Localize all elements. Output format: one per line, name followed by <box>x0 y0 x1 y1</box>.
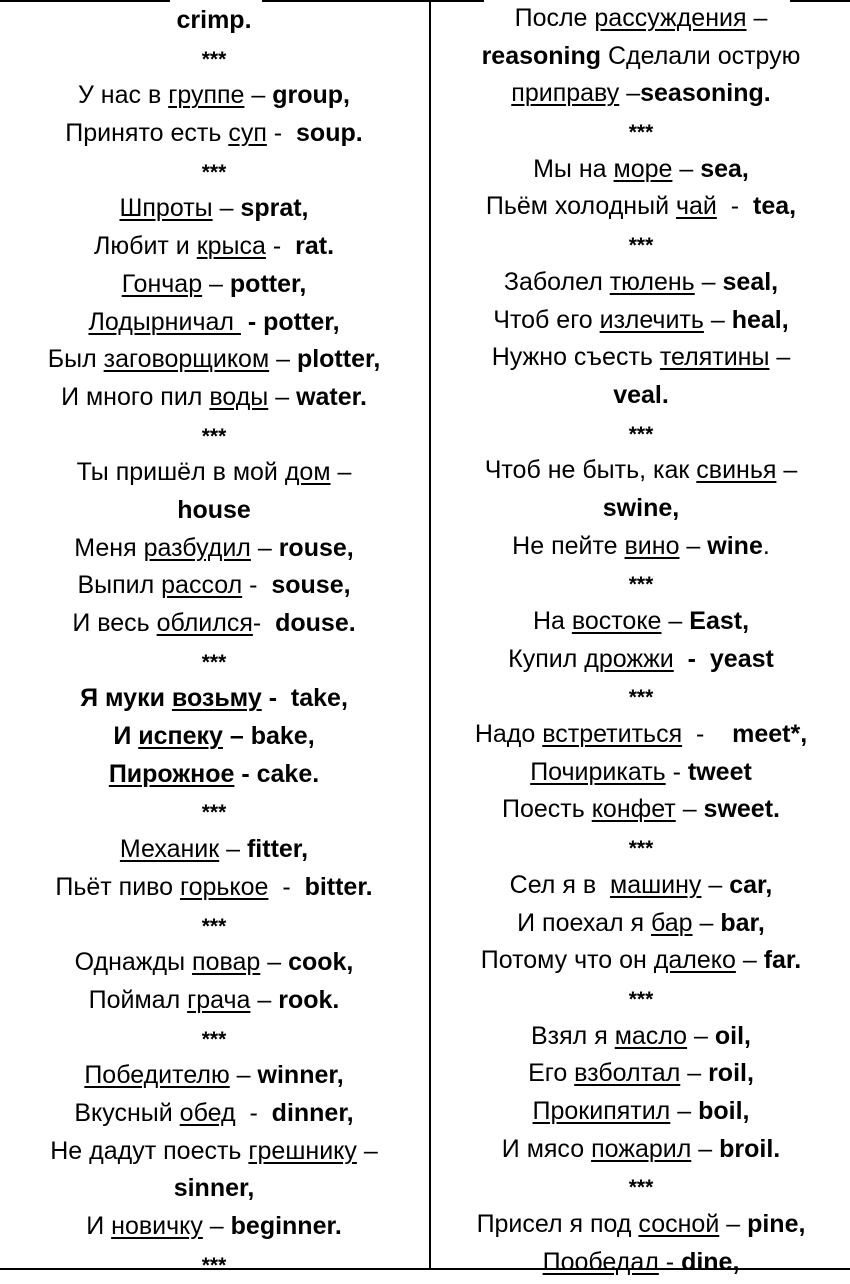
verse-text: – <box>694 267 723 296</box>
underlined-russian-word: Почирикать <box>530 757 666 786</box>
stanza-separator <box>0 907 428 945</box>
verse-line <box>432 1093 850 1131</box>
verse-line <box>0 379 428 417</box>
underlined-russian-word: чай <box>676 192 717 221</box>
verse-line <box>432 942 850 980</box>
separator-asterisks: *** <box>628 987 654 1011</box>
underlined-russian-word: рассол <box>161 571 243 600</box>
verse-text: И весь <box>72 609 157 637</box>
verse-text: – <box>219 835 247 864</box>
verse-text: И много пил <box>61 382 210 411</box>
stanza-separator <box>0 417 428 455</box>
underlined-russian-word: грешнику <box>248 1136 357 1165</box>
underlined-russian-word: Прокипятил <box>532 1096 671 1125</box>
english-word: crimp. <box>176 6 252 34</box>
english-word: cook, <box>288 948 354 977</box>
verse-line <box>0 756 428 794</box>
english-word: bar, <box>720 908 765 937</box>
verse-text: - <box>242 571 272 600</box>
english-word: meet*, <box>732 720 808 749</box>
verse-line <box>0 492 428 530</box>
underlined-russian-word: телятины <box>659 343 770 372</box>
verse-line <box>432 1244 850 1282</box>
verse-text: Взял я <box>531 1021 615 1050</box>
separator-asterisks: *** <box>201 47 227 71</box>
english-word: - take, <box>261 684 348 713</box>
left-column <box>0 2 428 1283</box>
verse-text: - <box>716 192 754 221</box>
verse-text: Не дадут поесть <box>50 1136 249 1165</box>
verse-text: Купил <box>508 644 585 673</box>
underlined-russian-word: дрожжи <box>584 644 674 673</box>
underlined-russian-word: встретиться <box>542 720 683 749</box>
english-word: dine, <box>681 1247 740 1276</box>
english-word: winner, <box>257 1061 344 1090</box>
verse-line <box>432 75 850 113</box>
verse-line <box>432 302 850 340</box>
stanza-separator <box>432 226 850 264</box>
separator-asterisks: *** <box>201 650 227 674</box>
verse-line <box>432 603 850 641</box>
english-word: roil, <box>708 1059 754 1088</box>
verse-line <box>0 1170 428 1208</box>
english-word: wine <box>707 531 763 560</box>
stanza-separator <box>432 829 850 867</box>
verse-text: – <box>229 1061 258 1090</box>
stanza-separator <box>432 565 850 603</box>
verse-text: Пьём холодный <box>485 192 676 221</box>
verse-line <box>432 1206 850 1244</box>
verse-text: Нужно съесть <box>491 343 660 372</box>
separator-asterisks: *** <box>201 1027 227 1051</box>
underlined-russian-word: облился <box>156 609 253 637</box>
english-word: veal. <box>613 380 669 409</box>
verse-line <box>432 377 850 415</box>
english-word: tea, <box>753 192 797 221</box>
verse-line <box>0 869 428 907</box>
verse-text: – <box>691 1134 720 1163</box>
verse-line <box>432 791 850 829</box>
verse-line <box>0 228 428 266</box>
english-word: oil, <box>714 1021 751 1050</box>
verse-text: Его <box>528 1059 575 1088</box>
verse-text: Вкусный <box>74 1098 180 1127</box>
english-word: soup. <box>296 119 363 148</box>
underlined-russian-word: крыса <box>196 232 266 261</box>
column-divider <box>429 0 431 1268</box>
verse-text: Меня <box>74 533 144 562</box>
verse-line <box>432 1131 850 1169</box>
verse-line <box>432 0 850 38</box>
verse-text: – <box>701 870 730 899</box>
verse-text: Любит и <box>93 232 197 261</box>
english-word: seal, <box>722 267 779 296</box>
verse-text: Пьёт пиво <box>55 872 181 901</box>
stanza-separator <box>0 1020 428 1058</box>
english-word: tweet <box>687 757 752 786</box>
verse-line <box>0 1057 428 1095</box>
english-word: house <box>177 495 251 524</box>
underlined-russian-word: бар <box>651 908 693 937</box>
verse-line <box>0 831 428 869</box>
verse-line <box>432 490 850 528</box>
english-word: bitter. <box>304 872 373 901</box>
verse-line <box>0 115 428 153</box>
right-column <box>432 0 850 1281</box>
verse-line <box>432 716 850 754</box>
underlined-russian-word: далеко <box>653 946 736 975</box>
english-word: plotter, <box>296 345 381 374</box>
stanza-separator <box>432 678 850 716</box>
verse-line <box>432 38 850 76</box>
verse-text: Выпил <box>77 571 162 600</box>
underlined-russian-word: группе <box>168 81 245 110</box>
underlined-russian-word: воды <box>209 382 269 411</box>
underlined-russian-word: взболтал <box>574 1059 681 1088</box>
english-word: broil. <box>719 1134 781 1163</box>
stanza-separator <box>432 1168 850 1206</box>
verse-line <box>0 944 428 982</box>
underlined-russian-word: море <box>613 154 673 183</box>
verse-line <box>432 528 850 566</box>
verse-line <box>0 982 428 1020</box>
english-word: heal, <box>731 305 789 334</box>
separator-asterisks: *** <box>201 424 227 448</box>
english-word: rat. <box>295 232 335 261</box>
underlined-russian-word: сосной <box>638 1210 720 1238</box>
english-word: возьму <box>171 684 262 713</box>
verse-line <box>432 867 850 905</box>
verse-line <box>432 452 850 490</box>
separator-asterisks: *** <box>628 422 654 446</box>
english-word: East, <box>689 607 750 635</box>
english-word: swine, <box>602 493 680 522</box>
underlined-russian-word: заговорщиком <box>103 345 270 374</box>
underlined-russian-word: Шпроты <box>119 194 213 223</box>
verse-text: Сел я в <box>509 870 610 899</box>
english-word: car, <box>729 870 773 899</box>
verse-text: Поесть <box>502 795 592 824</box>
verse-text: – <box>746 4 768 32</box>
verse-text: – <box>776 456 798 485</box>
verse-text: Потому что он <box>480 946 654 975</box>
verse-text: . <box>762 531 770 560</box>
stanza-separator <box>0 643 428 681</box>
verse-text: Однажды <box>74 948 193 977</box>
verse-text: Ты пришёл в мой <box>76 458 285 487</box>
underlined-russian-word: свинья <box>696 456 777 485</box>
verse-text: - <box>665 757 688 786</box>
english-word: - potter, <box>240 307 340 336</box>
separator-asterisks: *** <box>628 837 654 861</box>
english-word: sweet. <box>703 795 780 824</box>
verse-text: – <box>687 1021 715 1050</box>
underlined-russian-word: масло <box>614 1021 688 1050</box>
underlined-russian-word: повар <box>192 948 261 977</box>
verse-line <box>0 680 428 718</box>
underlined-russian-word: вино <box>624 531 680 560</box>
underlined-russian-word: новичку <box>111 1212 203 1240</box>
underlined-russian-word: приправу <box>511 79 620 108</box>
underlined-russian-word: тюлень <box>609 267 695 296</box>
separator-asterisks: *** <box>201 914 227 938</box>
english-word: potter, <box>229 269 307 298</box>
verse-line <box>0 266 428 304</box>
stanza-separator <box>432 980 850 1018</box>
english-word: dinner, <box>271 1098 354 1127</box>
english-word: rook. <box>278 985 340 1014</box>
english-word: rouse, <box>278 533 354 562</box>
verse-line <box>0 190 428 228</box>
verse-text: Сделали острую <box>601 41 801 70</box>
verse-text: Надо <box>474 720 543 749</box>
verse-text: - <box>658 1247 682 1276</box>
verse-text: Принято есть <box>65 119 229 148</box>
underlined-russian-word: суп <box>228 119 267 148</box>
verse-text: – <box>330 458 352 487</box>
verse-text: – <box>703 305 732 334</box>
underlined-russian-word: пожарил <box>591 1134 692 1163</box>
verse-text: – <box>250 533 279 562</box>
underlined-russian-word: горькое <box>180 872 269 901</box>
verse-text: – <box>260 948 289 977</box>
english-word: fitter, <box>246 835 309 864</box>
verse-line <box>432 264 850 302</box>
underlined-russian-word: Победителю <box>84 1061 230 1090</box>
verse-text: - <box>266 119 297 148</box>
english-word: sea, <box>700 154 749 183</box>
verse-text: Был <box>47 345 104 374</box>
english-word: Пирожное <box>108 759 235 788</box>
verse-text: И мясо <box>501 1134 592 1163</box>
verse-line <box>432 754 850 792</box>
english-word: reasoning <box>481 41 602 70</box>
underlined-russian-word: дом <box>284 458 331 487</box>
verse-text: - <box>265 232 296 261</box>
verse-text: – <box>769 343 791 372</box>
verse-text: – <box>356 1136 378 1165</box>
stanza-separator <box>0 40 428 78</box>
english-word: beginner. <box>230 1212 342 1240</box>
verse-text: - <box>268 872 305 901</box>
verse-text: – <box>202 269 230 298</box>
english-word: И <box>113 722 139 751</box>
verse-text: – <box>680 1059 709 1088</box>
verse-text: И поехал я <box>517 908 651 937</box>
verse-text: – <box>675 795 704 824</box>
verse-line <box>0 567 428 605</box>
english-word: sprat, <box>240 194 309 223</box>
verse-text: - <box>235 1098 272 1127</box>
underlined-russian-word: обед <box>179 1098 236 1127</box>
verse-text: Заболел <box>503 267 610 296</box>
verse-text: – <box>202 1212 231 1240</box>
verse-line <box>0 530 428 568</box>
english-word: far. <box>763 946 802 975</box>
verse-text: – <box>679 531 708 560</box>
verse-text: - <box>252 609 276 637</box>
stanza-separator <box>0 1246 428 1284</box>
verse-line <box>0 2 428 40</box>
english-word: water. <box>296 382 367 411</box>
verse-text: – <box>212 194 241 223</box>
verse-text: У нас в <box>77 81 169 110</box>
underlined-russian-word: Лодырничал <box>88 307 241 336</box>
english-word: испеку <box>138 722 223 751</box>
verse-line <box>0 1095 428 1133</box>
verse-line <box>432 1018 850 1056</box>
verse-text: – <box>692 908 721 937</box>
english-word: - yeast <box>673 644 774 673</box>
verse-line <box>432 905 850 943</box>
separator-asterisks: *** <box>201 160 227 184</box>
verse-line <box>432 1055 850 1093</box>
underlined-russian-word: Пообедал <box>542 1247 659 1276</box>
verse-text: Поймал <box>88 985 188 1014</box>
english-word: seasoning. <box>640 79 771 108</box>
verse-line <box>0 304 428 342</box>
separator-asterisks: *** <box>628 686 654 710</box>
verse-line <box>0 1133 428 1171</box>
verse-text: И <box>86 1212 112 1240</box>
verse-text: Не пейте <box>512 531 625 560</box>
english-word: boil, <box>698 1096 750 1125</box>
english-word: group, <box>272 81 350 110</box>
verse-line <box>0 605 428 643</box>
underlined-russian-word: Гончар <box>121 269 203 298</box>
verse-line <box>0 77 428 115</box>
english-word: – bake, <box>222 722 315 751</box>
verse-line <box>432 339 850 377</box>
verse-text: На <box>532 607 572 635</box>
underlined-russian-word: рассуждения <box>594 4 747 32</box>
verse-line <box>0 454 428 492</box>
verse-text: Чтоб его <box>493 305 600 334</box>
verse-text: Чтоб не быть, как <box>484 456 697 485</box>
separator-asterisks: *** <box>628 1176 654 1200</box>
separator-asterisks: *** <box>201 1253 227 1277</box>
verse-text: – <box>672 154 701 183</box>
english-word: pine, <box>747 1210 806 1238</box>
english-word: douse. <box>275 609 356 637</box>
verse-text: – <box>244 81 273 110</box>
verse-text: – <box>670 1096 699 1125</box>
verse-text: - <box>682 720 733 749</box>
verse-text: – <box>735 946 764 975</box>
verse-text: – <box>661 607 690 635</box>
english-word: souse, <box>271 571 351 600</box>
stanza-separator <box>432 415 850 453</box>
verse-text: Мы на <box>533 154 614 183</box>
underlined-russian-word: конфет <box>591 795 676 824</box>
underlined-russian-word: грача <box>187 985 251 1014</box>
separator-asterisks: *** <box>628 121 654 145</box>
verse-line <box>432 188 850 226</box>
stanza-separator <box>0 153 428 191</box>
english-word: sinner, <box>173 1174 255 1203</box>
underlined-russian-word: востоке <box>571 607 662 635</box>
verse-line <box>0 1208 428 1246</box>
verse-text: – <box>250 985 279 1014</box>
verse-line <box>0 718 428 756</box>
stanza-separator <box>0 793 428 831</box>
verse-line <box>432 641 850 679</box>
english-word: - cake. <box>234 759 320 788</box>
underlined-russian-word: машину <box>610 870 702 899</box>
verse-text: – <box>619 79 641 108</box>
verse-text: После <box>514 4 595 32</box>
verse-text: Присел я под <box>476 1210 639 1238</box>
separator-asterisks: *** <box>201 801 227 825</box>
verse-line <box>432 151 850 189</box>
stanza-separator <box>432 113 850 151</box>
verse-text: – <box>269 345 297 374</box>
underlined-russian-word: Механик <box>119 835 220 864</box>
separator-asterisks: *** <box>628 573 654 597</box>
english-word: Я муки <box>80 684 172 713</box>
separator-asterisks: *** <box>628 234 654 258</box>
verse-line <box>0 341 428 379</box>
underlined-russian-word: излечить <box>599 305 704 334</box>
verse-text: – <box>719 1210 748 1238</box>
verse-text: – <box>268 382 297 411</box>
underlined-russian-word: разбудил <box>143 533 251 562</box>
